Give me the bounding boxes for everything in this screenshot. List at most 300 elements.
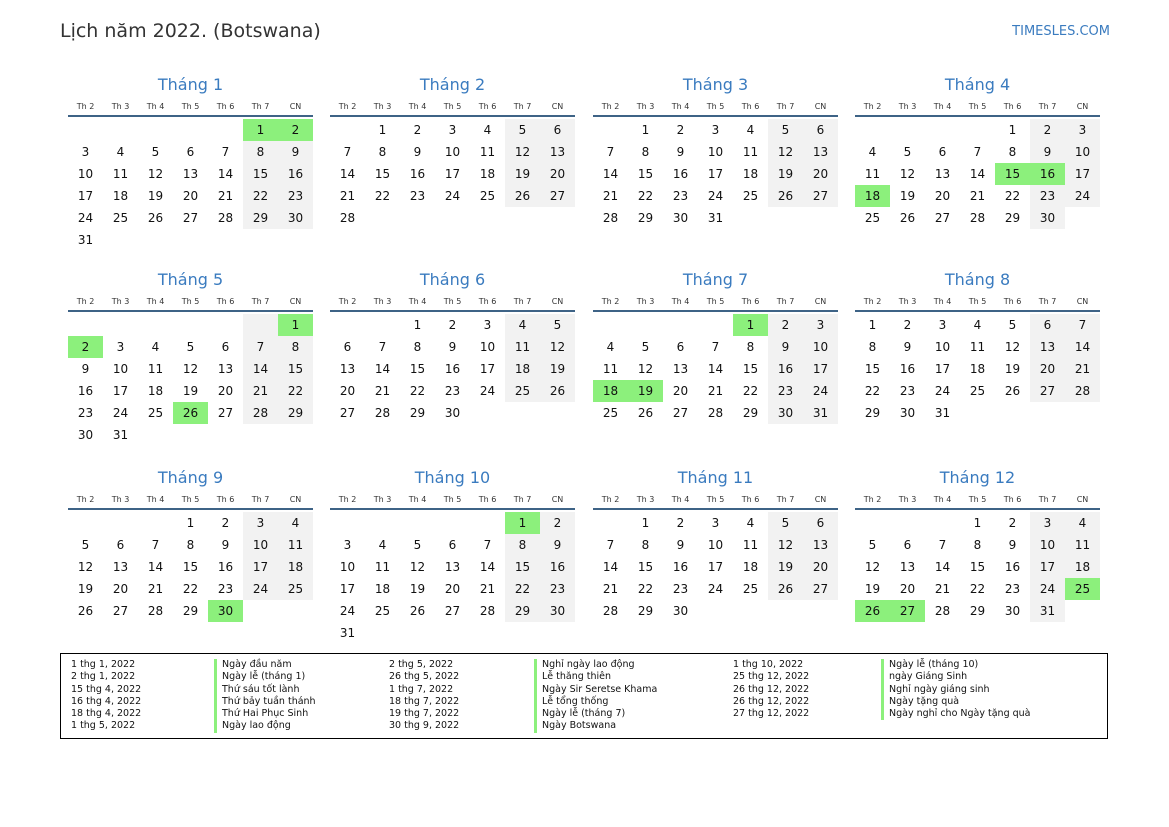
- holiday-name: Ngày nghỉ cho Ngày tặng quà: [881, 708, 1031, 720]
- day-blank: [593, 314, 628, 336]
- weekday-label: Th 5: [443, 102, 462, 111]
- day-cell: 17: [243, 556, 278, 578]
- weekday-label: Th 3: [111, 495, 130, 504]
- day-cell: 5: [1008, 318, 1017, 332]
- weekday-label: Th 3: [898, 102, 917, 111]
- weekday-label: Th 3: [636, 297, 655, 306]
- day-cell: 6: [186, 145, 195, 159]
- day-cell: 29: [637, 211, 654, 225]
- weekday-label: Th 7: [1038, 495, 1057, 504]
- day-cell: 21: [602, 189, 619, 203]
- weekday-label: Th 4: [146, 495, 165, 504]
- day-cell: 29: [969, 604, 986, 618]
- day-cell: 19: [899, 189, 916, 203]
- day-cell: 30: [208, 600, 243, 622]
- day-cell: 8: [413, 340, 422, 354]
- day-cell: 19: [147, 189, 164, 203]
- site-link[interactable]: TIMESLES.COM: [1012, 24, 1110, 39]
- day-cell: 24: [1065, 185, 1100, 207]
- legend-dates-column: [733, 659, 809, 720]
- day-cell: 25: [479, 189, 496, 203]
- day-blank: [400, 512, 435, 534]
- day-cell: 15: [637, 167, 654, 181]
- day-cell: 26: [637, 406, 654, 420]
- day-blank: [593, 512, 628, 534]
- day-blank: [890, 512, 925, 534]
- weekday-label: Th 3: [111, 102, 130, 111]
- day-cell: 26: [1004, 384, 1021, 398]
- day-cell: 16: [278, 163, 313, 185]
- day-cell: 11: [112, 167, 129, 181]
- day-cell: 20: [1030, 358, 1065, 380]
- day-cell: 29: [505, 600, 540, 622]
- day-cell: 11: [969, 340, 986, 354]
- holiday-date: 2 thg 5, 2022: [389, 659, 454, 670]
- day-cell: 15: [278, 358, 313, 380]
- day-blank: [698, 314, 733, 336]
- day-cell: 26: [173, 402, 208, 424]
- weekday-label: Th 2: [601, 297, 620, 306]
- day-cell: 21: [479, 582, 496, 596]
- day-cell: 14: [707, 362, 724, 376]
- weekday-header: [855, 98, 1100, 117]
- day-cell: 4: [1065, 512, 1100, 534]
- day-cell: 20: [182, 189, 199, 203]
- weekday-label: Th 4: [671, 102, 690, 111]
- day-cell: 25: [112, 211, 129, 225]
- day-cell: 28: [602, 211, 619, 225]
- day-cell: 21: [707, 384, 724, 398]
- weekday-label: Th 4: [933, 495, 952, 504]
- day-cell: 28: [1065, 380, 1100, 402]
- day-blank: [855, 512, 890, 534]
- day-cell: 16: [444, 362, 461, 376]
- weekday-label: Th 6: [741, 102, 760, 111]
- day-cell: 16: [768, 358, 803, 380]
- holiday-date: 1 thg 1, 2022: [71, 659, 136, 670]
- holiday-name: Ngày lễ (tháng 1): [214, 671, 316, 683]
- day-blank: [208, 314, 243, 336]
- day-cell: 8: [973, 538, 982, 552]
- day-cell: 21: [934, 582, 951, 596]
- day-cell: 17: [444, 167, 461, 181]
- day-cell: 27: [182, 211, 199, 225]
- day-cell: 22: [1004, 189, 1021, 203]
- day-cell: 18: [147, 384, 164, 398]
- day-cell: 16: [409, 167, 426, 181]
- day-cell: 29: [637, 604, 654, 618]
- month-title: Tháng 7: [682, 270, 749, 289]
- day-cell: 11: [278, 534, 313, 556]
- month-1: [68, 72, 313, 252]
- weekday-header: [330, 98, 575, 117]
- day-cell: 30: [77, 428, 94, 442]
- day-cell: 8: [868, 340, 877, 354]
- weekday-label: CN: [289, 495, 302, 504]
- day-cell: 25: [505, 380, 540, 402]
- day-cell: 10: [934, 340, 951, 354]
- day-cell: 21: [1065, 358, 1100, 380]
- day-cell: 17: [479, 362, 496, 376]
- day-cell: 14: [602, 560, 619, 574]
- day-blank: [68, 314, 103, 336]
- day-cell: 18: [1065, 556, 1100, 578]
- day-blank: [68, 512, 103, 534]
- day-cell: 7: [151, 538, 160, 552]
- day-cell: 27: [803, 185, 838, 207]
- day-cell: 7: [711, 340, 720, 354]
- day-cell: 23: [77, 406, 94, 420]
- day-blank: [208, 119, 243, 141]
- holiday-date: 26 thg 5, 2022: [389, 671, 460, 683]
- day-cell: 12: [409, 560, 426, 574]
- day-cell: 30: [1004, 604, 1021, 618]
- day-cell: 26: [768, 185, 803, 207]
- holiday-date: 26 thg 12, 2022: [733, 695, 810, 707]
- day-cell: 2: [676, 123, 685, 137]
- day-cell: 10: [707, 538, 724, 552]
- weekday-header: [68, 98, 313, 117]
- weekday-label: Th 6: [216, 102, 235, 111]
- day-cell: 20: [803, 556, 838, 578]
- day-cell: 19: [409, 582, 426, 596]
- day-cell: 10: [803, 336, 838, 358]
- day-cell: 5: [768, 512, 803, 534]
- day-cell: 15: [864, 362, 881, 376]
- day-cell: 26: [505, 185, 540, 207]
- holiday-name: Nghỉ ngày giáng sinh: [881, 684, 1031, 696]
- day-blank: [138, 119, 173, 141]
- day-cell: 12: [899, 167, 916, 181]
- day-cell: 10: [707, 145, 724, 159]
- day-cell: 23: [409, 189, 426, 203]
- day-cell: 28: [147, 604, 164, 618]
- day-cell: 8: [378, 145, 387, 159]
- month-title: Tháng 9: [157, 468, 224, 487]
- legend-names-column: [534, 659, 657, 733]
- day-cell: 21: [147, 582, 164, 596]
- day-cell: 1: [733, 314, 768, 336]
- day-cell: 26: [768, 578, 803, 600]
- day-cell: 29: [409, 406, 426, 420]
- day-cell: 9: [676, 145, 685, 159]
- day-cell: 8: [278, 336, 313, 358]
- day-cell: 6: [540, 119, 575, 141]
- day-cell: 3: [1065, 119, 1100, 141]
- holiday-date: 27 thg 12, 2022: [733, 708, 810, 720]
- day-cell: 25: [742, 189, 759, 203]
- day-cell: 20: [339, 384, 356, 398]
- day-cell: 12: [768, 534, 803, 556]
- day-cell: 20: [112, 582, 129, 596]
- weekday-label: Th 2: [76, 102, 95, 111]
- holiday-date: 19 thg 7, 2022: [389, 708, 460, 720]
- weekday-header: [330, 491, 575, 510]
- day-cell: 20: [934, 189, 951, 203]
- day-cell: 7: [606, 145, 615, 159]
- day-cell: 31: [934, 406, 951, 420]
- day-cell: 15: [995, 163, 1030, 185]
- day-cell: 19: [864, 582, 881, 596]
- weekday-label: Th 5: [706, 495, 725, 504]
- day-cell: 10: [243, 534, 278, 556]
- day-cell: 11: [742, 145, 759, 159]
- day-cell: 16: [217, 560, 234, 574]
- day-cell: 25: [278, 578, 313, 600]
- day-cell: 13: [803, 534, 838, 556]
- day-cell: 23: [768, 380, 803, 402]
- day-cell: 19: [1004, 362, 1021, 376]
- day-cell: 27: [217, 406, 234, 420]
- day-cell: 7: [938, 538, 947, 552]
- day-cell: 26: [147, 211, 164, 225]
- day-cell: 15: [182, 560, 199, 574]
- day-cell: 25: [1065, 578, 1100, 600]
- day-cell: 20: [540, 163, 575, 185]
- day-cell: 22: [864, 384, 881, 398]
- day-cell: 3: [343, 538, 352, 552]
- day-cell: 11: [147, 362, 164, 376]
- weekday-label: Th 4: [408, 297, 427, 306]
- day-cell: 10: [1030, 534, 1065, 556]
- day-cell: 11: [479, 145, 496, 159]
- day-cell: 13: [217, 362, 234, 376]
- day-cell: 1: [413, 318, 422, 332]
- day-cell: 24: [803, 380, 838, 402]
- holiday-date: 1 thg 10, 2022: [733, 659, 804, 670]
- weekday-label: Th 5: [968, 495, 987, 504]
- day-cell: 3: [711, 123, 720, 137]
- weekday-header: [855, 293, 1100, 312]
- holiday-date: 25 thg 12, 2022: [733, 671, 810, 683]
- weekday-label: Th 6: [478, 102, 497, 111]
- day-cell: 6: [676, 340, 685, 354]
- day-cell: 5: [768, 119, 803, 141]
- day-grid: [855, 314, 1100, 424]
- day-cell: 2: [676, 516, 685, 530]
- day-blank: [435, 512, 470, 534]
- day-blank: [138, 314, 173, 336]
- weekday-label: Th 6: [1003, 297, 1022, 306]
- day-cell: 19: [505, 163, 540, 185]
- day-cell: 25: [602, 406, 619, 420]
- day-cell: 13: [672, 362, 689, 376]
- day-blank: [855, 119, 890, 141]
- weekday-label: Th 2: [863, 495, 882, 504]
- day-cell: 16: [1030, 163, 1065, 185]
- weekday-label: Th 4: [408, 102, 427, 111]
- day-cell: 17: [77, 189, 94, 203]
- day-cell: 3: [711, 516, 720, 530]
- day-cell: 11: [602, 362, 619, 376]
- day-cell: 18: [112, 189, 129, 203]
- day-cell: 1: [1008, 123, 1017, 137]
- day-cell: 17: [1030, 556, 1065, 578]
- weekday-label: Th 4: [933, 297, 952, 306]
- weekday-label: Th 5: [181, 297, 200, 306]
- day-cell: 10: [77, 167, 94, 181]
- day-blank: [960, 119, 995, 141]
- weekday-label: CN: [551, 297, 564, 306]
- day-cell: 14: [934, 560, 951, 574]
- day-cell: 7: [973, 145, 982, 159]
- day-cell: 21: [602, 582, 619, 596]
- weekday-label: CN: [551, 102, 564, 111]
- day-cell: 26: [899, 211, 916, 225]
- day-cell: 22: [637, 582, 654, 596]
- weekday-header: [68, 491, 313, 510]
- weekday-header: [855, 491, 1100, 510]
- day-cell: 14: [1065, 336, 1100, 358]
- day-cell: 23: [217, 582, 234, 596]
- month-title: Tháng 4: [944, 75, 1011, 94]
- weekday-label: Th 6: [741, 297, 760, 306]
- day-cell: 4: [378, 538, 387, 552]
- day-cell: 19: [768, 556, 803, 578]
- weekday-label: Th 6: [1003, 495, 1022, 504]
- day-cell: 3: [448, 123, 457, 137]
- day-cell: 21: [243, 380, 278, 402]
- holiday-date: 18 thg 7, 2022: [389, 695, 460, 707]
- day-cell: 7: [483, 538, 492, 552]
- day-cell: 4: [278, 512, 313, 534]
- day-cell: 2: [1008, 516, 1017, 530]
- day-cell: 5: [413, 538, 422, 552]
- day-cell: 30: [899, 406, 916, 420]
- weekday-label: Th 7: [251, 102, 270, 111]
- day-cell: 31: [1030, 600, 1065, 622]
- day-cell: 16: [1004, 560, 1021, 574]
- day-cell: 14: [969, 167, 986, 181]
- day-grid: [68, 119, 313, 251]
- legend-dates-column: [71, 659, 141, 733]
- day-cell: 13: [899, 560, 916, 574]
- weekday-label: Th 7: [251, 495, 270, 504]
- day-cell: 11: [864, 167, 881, 181]
- weekday-label: CN: [814, 495, 827, 504]
- day-cell: 26: [77, 604, 94, 618]
- day-cell: 18: [593, 380, 628, 402]
- day-blank: [470, 512, 505, 534]
- day-cell: 20: [217, 384, 234, 398]
- weekday-label: Th 4: [671, 495, 690, 504]
- day-grid: [593, 512, 838, 622]
- weekday-label: Th 7: [513, 495, 532, 504]
- weekday-label: Th 4: [671, 297, 690, 306]
- weekday-label: Th 4: [408, 495, 427, 504]
- day-grid: [330, 119, 575, 229]
- holiday-name: Thứ Hai Phục Sinh: [214, 708, 316, 720]
- day-cell: 10: [1065, 141, 1100, 163]
- day-cell: 14: [217, 167, 234, 181]
- weekday-label: Th 4: [933, 102, 952, 111]
- month-title: Tháng 5: [157, 270, 224, 289]
- day-cell: 5: [641, 340, 650, 354]
- day-cell: 12: [505, 141, 540, 163]
- day-cell: 20: [899, 582, 916, 596]
- weekday-label: CN: [814, 102, 827, 111]
- month-11: [593, 465, 838, 645]
- day-cell: 17: [339, 582, 356, 596]
- day-blank: [925, 119, 960, 141]
- day-cell: 9: [540, 534, 575, 556]
- day-cell: 24: [934, 384, 951, 398]
- weekday-label: CN: [1076, 297, 1089, 306]
- day-cell: 2: [221, 516, 230, 530]
- day-cell: 21: [217, 189, 234, 203]
- month-5: [68, 267, 313, 447]
- weekday-label: Th 4: [146, 297, 165, 306]
- day-cell: 27: [1030, 380, 1065, 402]
- day-cell: 10: [444, 145, 461, 159]
- day-cell: 13: [444, 560, 461, 574]
- month-title: Tháng 12: [939, 468, 1016, 487]
- day-cell: 30: [672, 604, 689, 618]
- day-cell: 28: [374, 406, 391, 420]
- day-cell: 18: [278, 556, 313, 578]
- day-cell: 24: [77, 211, 94, 225]
- day-cell: 18: [374, 582, 391, 596]
- day-cell: 20: [803, 163, 838, 185]
- weekday-label: Th 2: [76, 297, 95, 306]
- month-12: [855, 465, 1100, 645]
- weekday-label: Th 5: [181, 495, 200, 504]
- day-cell: 14: [602, 167, 619, 181]
- day-cell: 2: [1030, 119, 1065, 141]
- holiday-name: Ngày lễ (tháng 7): [534, 708, 657, 720]
- holiday-name: Thứ bảy tuần thánh: [214, 696, 316, 708]
- day-cell: 26: [855, 600, 890, 622]
- day-cell: 17: [1065, 163, 1100, 185]
- weekday-label: CN: [289, 102, 302, 111]
- day-cell: 17: [707, 167, 724, 181]
- weekday-label: Th 3: [898, 297, 917, 306]
- day-cell: 22: [243, 185, 278, 207]
- holiday-name: Lễ tổng thống: [534, 696, 657, 708]
- weekday-header: [593, 98, 838, 117]
- weekday-header: [330, 293, 575, 312]
- weekday-label: CN: [289, 297, 302, 306]
- day-cell: 21: [374, 384, 391, 398]
- day-cell: 27: [444, 604, 461, 618]
- day-cell: 5: [505, 119, 540, 141]
- day-cell: 15: [969, 560, 986, 574]
- day-cell: 31: [707, 211, 724, 225]
- day-cell: 23: [444, 384, 461, 398]
- holiday-name: Ngày lễ (tháng 10): [881, 659, 1031, 671]
- day-cell: 18: [479, 167, 496, 181]
- month-4: [855, 72, 1100, 252]
- day-cell: 3: [483, 318, 492, 332]
- weekday-label: Th 2: [76, 495, 95, 504]
- page-title: Lịch năm 2022. (Botswana): [60, 20, 321, 42]
- day-blank: [103, 512, 138, 534]
- day-cell: 1: [378, 123, 387, 137]
- day-cell: 31: [112, 428, 129, 442]
- day-cell: 11: [505, 336, 540, 358]
- day-cell: 12: [77, 560, 94, 574]
- day-cell: 25: [864, 211, 881, 225]
- day-blank: [173, 314, 208, 336]
- day-cell: 5: [186, 340, 195, 354]
- day-cell: 2: [448, 318, 457, 332]
- weekday-label: Th 7: [513, 102, 532, 111]
- holiday-name: Ngày Sir Seretse Khama: [534, 684, 657, 696]
- day-blank: [330, 119, 365, 141]
- holiday-date: 26 thg 12, 2022: [733, 683, 810, 695]
- day-cell: 9: [1008, 538, 1017, 552]
- day-cell: 22: [637, 189, 654, 203]
